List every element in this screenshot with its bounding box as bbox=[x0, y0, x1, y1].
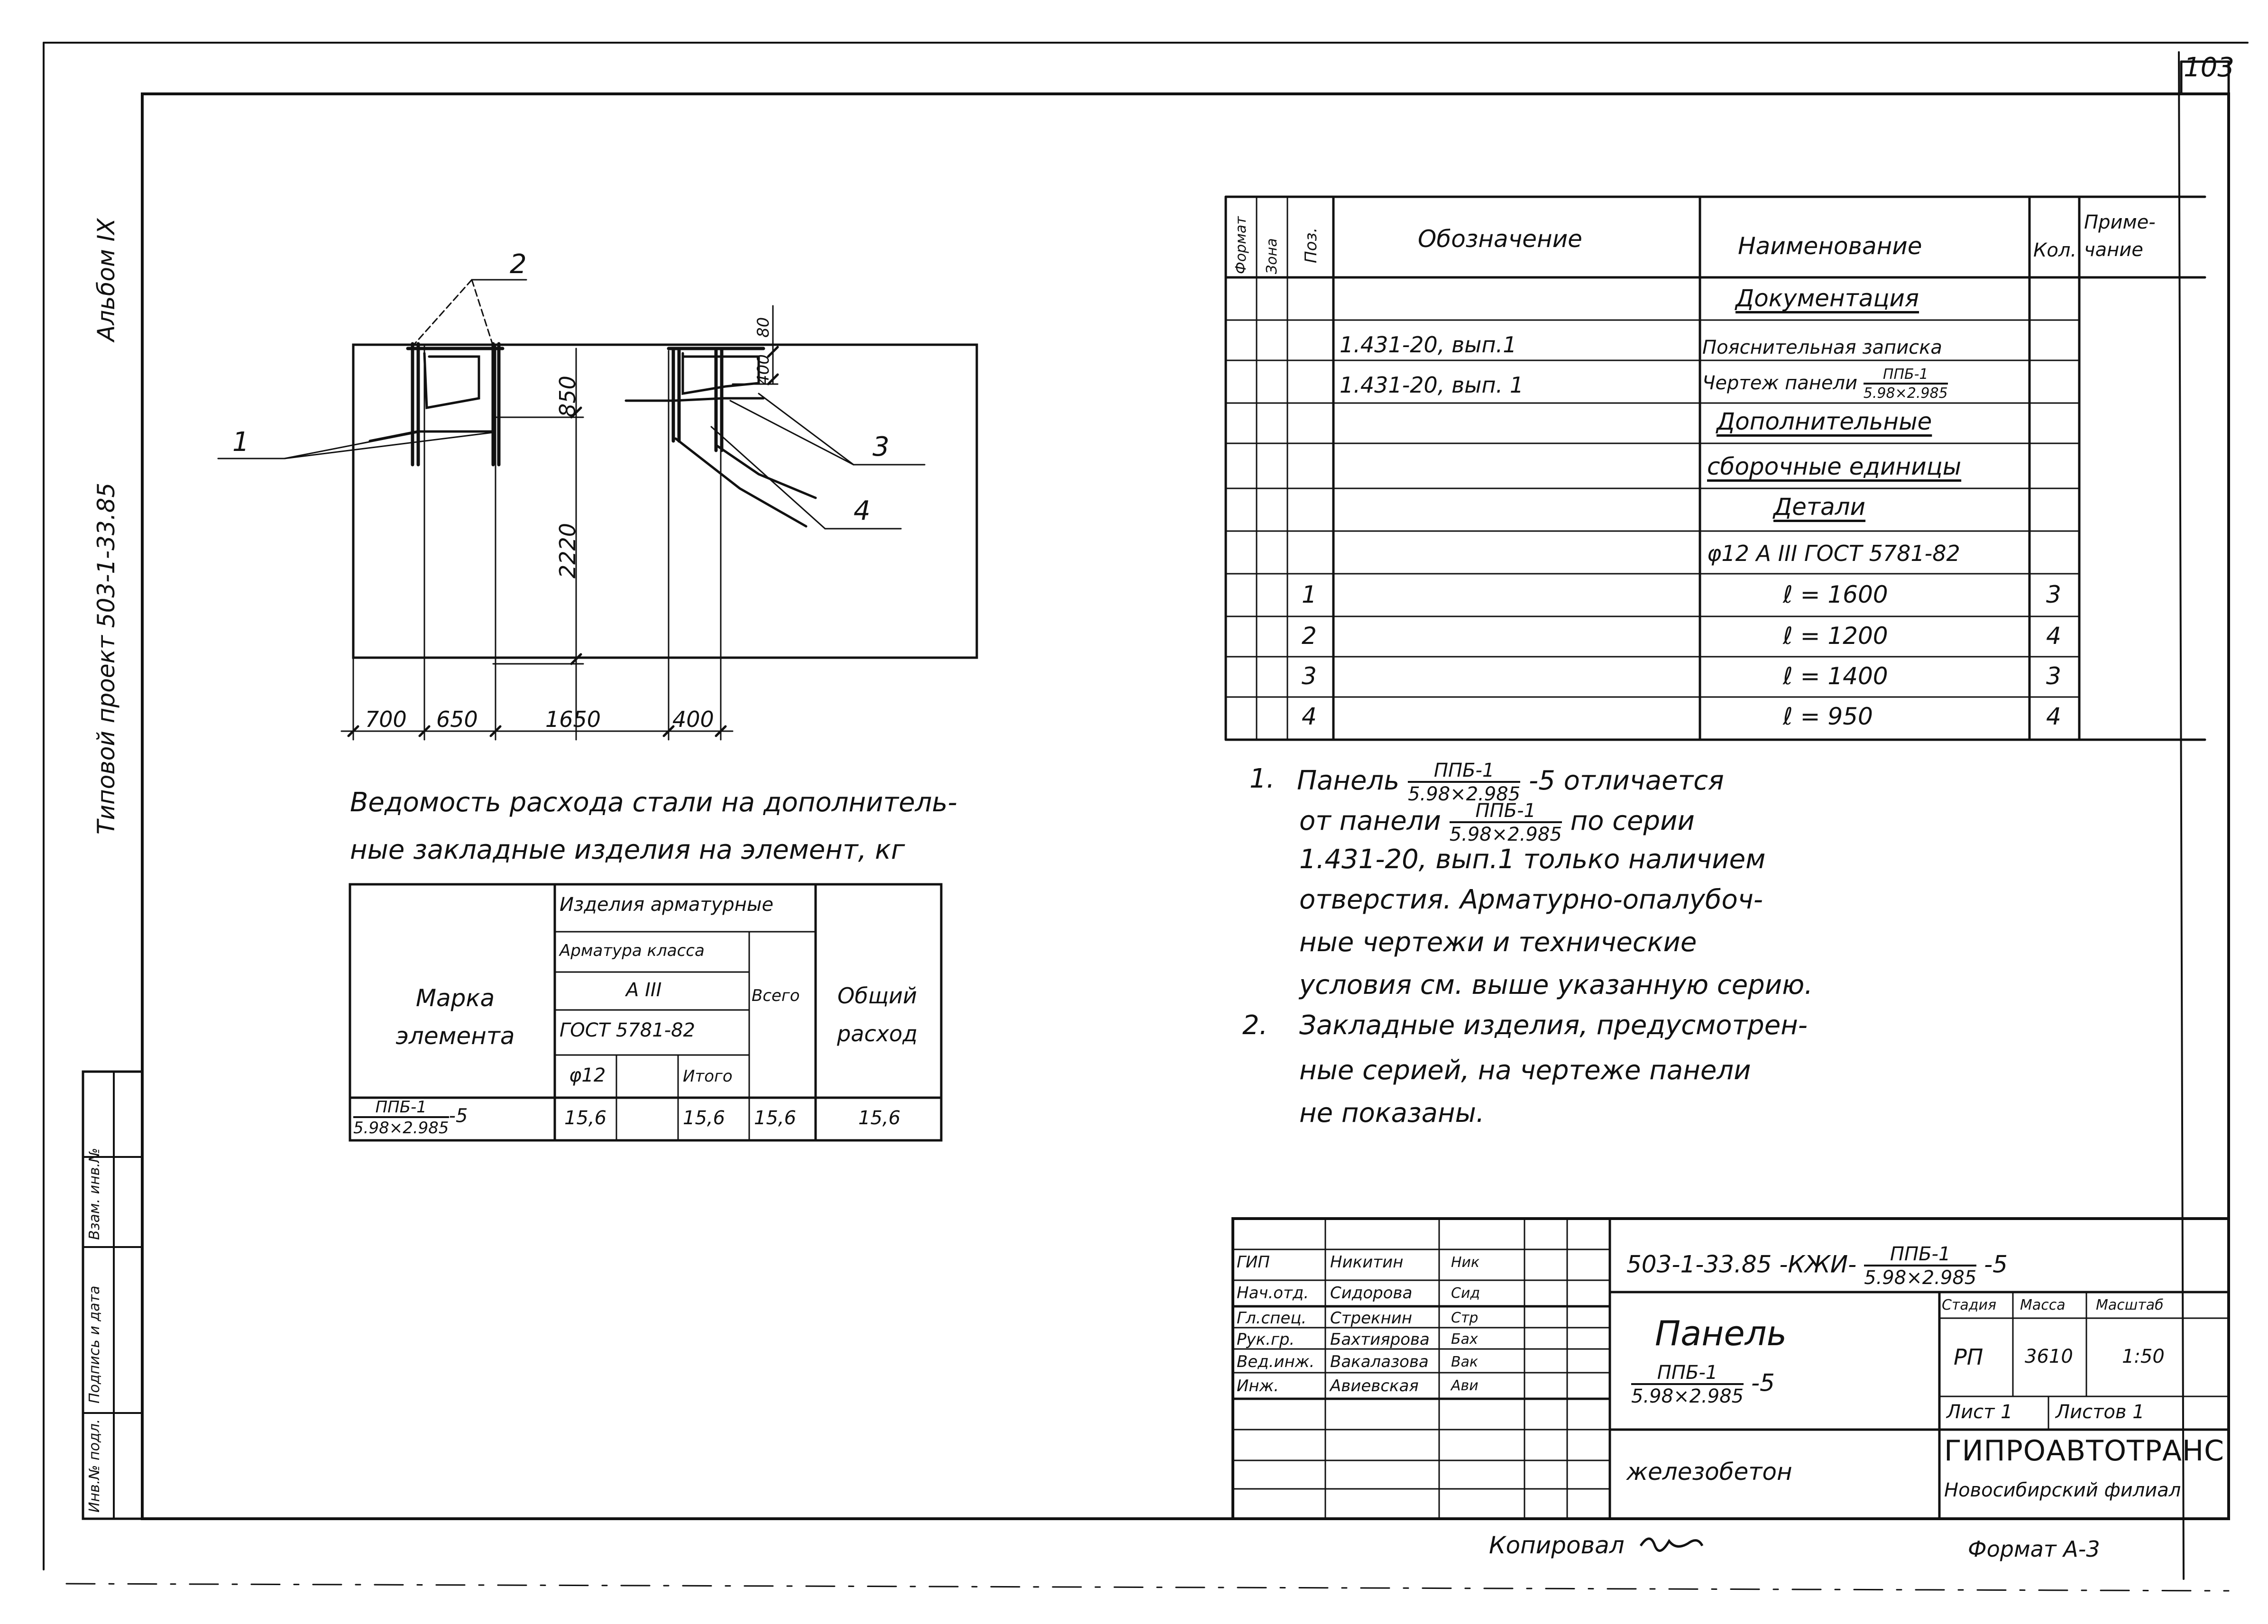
steel-row-mark-fraction: $\frac{\text{ППБ-1}}{5.98\times 2.985}$ bbox=[353, 1098, 449, 1138]
stamp-inv-no: Инв.№ подл. bbox=[86, 1419, 103, 1513]
tb-name-4: Бахтиярова bbox=[1330, 1330, 1430, 1349]
steel-h-common: Общий расход bbox=[837, 983, 918, 1046]
tb-title-fraction: $\frac{\text{ППБ-1}}{5.98\times 2.985}$ bbox=[1631, 1362, 1744, 1407]
tb-sign-5: Вак bbox=[1451, 1354, 1478, 1370]
spec-item2-name: ℓ = 1200 bbox=[1783, 622, 1888, 650]
tb-sign-6: Ави bbox=[1451, 1377, 1478, 1394]
dim-80: 80 bbox=[754, 317, 773, 338]
spec-item3-pos: 3 bbox=[1302, 662, 1317, 690]
tb-title-mark: $\frac{\text{ППБ-1}}{5.98\times 2.985}$ -5 bbox=[1631, 1362, 1775, 1407]
spec-item1-name: ℓ = 1600 bbox=[1783, 581, 1888, 608]
dim-400-vert: 400 bbox=[754, 354, 773, 385]
tb-name-2: Сидорова bbox=[1330, 1284, 1413, 1303]
spec-h-note: Приме-чание bbox=[2084, 211, 2156, 261]
sheet-right-edge bbox=[2179, 52, 2184, 1579]
steel-h-subtotal: Итого bbox=[683, 1067, 733, 1086]
tb-material: железобетон bbox=[1626, 1458, 1792, 1486]
tb-sheet: Лист 1 bbox=[1947, 1401, 2013, 1423]
steel-h-mark: Марка элемента bbox=[395, 984, 515, 1050]
footer-copied: Копировал bbox=[1489, 1532, 1625, 1559]
dim-700: 700 bbox=[365, 706, 407, 732]
panel-outline bbox=[353, 345, 977, 658]
note1-line4: отверстия. Арматурно-опалубоч- bbox=[1299, 884, 1763, 915]
note1-fraction-1: $\frac{\text{ППБ-1}}{5.98\times 2.985}$ bbox=[1408, 760, 1521, 805]
tb-role-6: Инж. bbox=[1237, 1376, 1279, 1395]
steel-title-line1: Ведомость расхода стали на дополнитель- bbox=[350, 787, 957, 818]
tb-name-6: Авиевская bbox=[1330, 1376, 1419, 1395]
steel-h-gost: ГОСТ 5781-82 bbox=[560, 1019, 695, 1041]
note1-fraction-2: $\frac{\text{ППБ-1}}{5.98\times 2.985}$ bbox=[1449, 800, 1562, 845]
footer-format: Формат А-3 bbox=[1968, 1536, 2100, 1562]
note1-line1: Панель $\frac{\text{ППБ-1}}{5.98\times 2.985}$ -5 отличается bbox=[1297, 760, 1724, 805]
stamp-replace-no: Взам. инв.№ bbox=[86, 1147, 103, 1240]
note2-line2: ные серией, на чертеже панели bbox=[1299, 1055, 1751, 1086]
steel-row-mark: $\frac{\text{ППБ-1}}{5.98\times 2.985}$ -5 bbox=[353, 1098, 468, 1138]
note1-line2: от панели $\frac{\text{ППБ-1}}{5.98\times 2.985}$ по серии bbox=[1299, 800, 1695, 845]
leader-1: 1 bbox=[232, 427, 249, 458]
dim-400: 400 bbox=[672, 706, 714, 732]
tb-stage: РП bbox=[1954, 1344, 1983, 1370]
dim-850: 850 bbox=[555, 376, 580, 417]
project-label: Типовой проект 503-1-33.85 bbox=[92, 482, 120, 835]
tb-scale: 1:50 bbox=[2122, 1346, 2165, 1367]
leader-3: 3 bbox=[872, 431, 890, 462]
sheet-number: 103 bbox=[2184, 52, 2234, 83]
note2-number: 2. bbox=[1242, 1010, 1268, 1041]
dim-650: 650 bbox=[436, 706, 478, 732]
sheet-bottom-edge bbox=[66, 1584, 2229, 1591]
spec-section-assy-1: Дополнительные bbox=[1717, 408, 1932, 435]
steel-row-common: 15,6 bbox=[858, 1107, 901, 1129]
stamp-sign-date: Подпись и дата bbox=[86, 1285, 103, 1404]
spec-h-qty: Кол. bbox=[2033, 239, 2077, 261]
tb-title: Панель bbox=[1655, 1313, 1787, 1353]
spec-section-assy-2: сборочные единицы bbox=[1707, 453, 1962, 480]
spec-h-zone: Зона bbox=[1264, 238, 1280, 274]
spec-row2-designation: 1.431-20, вып. 1 bbox=[1340, 372, 1524, 398]
spec-h-format: Формат bbox=[1233, 216, 1249, 274]
tb-role-5: Вед.инж. bbox=[1237, 1352, 1315, 1371]
steel-h-d12: φ12 bbox=[569, 1064, 606, 1086]
spec-steel: φ12 А III ГОСТ 5781-82 bbox=[1707, 541, 1960, 566]
spec-h-pos: Поз. bbox=[1302, 227, 1321, 263]
spec-section-details: Детали bbox=[1773, 493, 1866, 521]
spec-item3-name: ℓ = 1400 bbox=[1783, 662, 1888, 690]
tb-org-sub: Новосибирский филиал bbox=[1944, 1479, 2181, 1501]
spec-h-designation: Обозначение bbox=[1418, 225, 1582, 253]
steel-row-all: 15,6 bbox=[754, 1107, 797, 1129]
spec-item1-qty: 3 bbox=[2046, 581, 2061, 608]
spec-item4-pos: 4 bbox=[1302, 703, 1317, 730]
tb-name-5: Вакалазова bbox=[1330, 1352, 1429, 1371]
spec-row2-name-prefix: Чертеж панели bbox=[1702, 372, 1858, 394]
tb-sign-3: Стр bbox=[1451, 1310, 1478, 1326]
tb-code-fraction: $\frac{\text{ППБ-1}}{5.98\times 2.985}$ bbox=[1864, 1243, 1977, 1289]
tb-role-3: Гл.спец. bbox=[1237, 1309, 1307, 1328]
steel-h-all: Всего bbox=[752, 986, 800, 1005]
spec-item1-pos: 1 bbox=[1302, 581, 1317, 608]
spec-row1-designation: 1.431-20, вып.1 bbox=[1340, 332, 1517, 358]
tb-name-1: Никитин bbox=[1330, 1253, 1404, 1272]
spec-row2-name bbox=[1702, 367, 1948, 401]
note2-line3: не показаны. bbox=[1299, 1098, 1485, 1129]
steel-h-class: Арматура класса bbox=[560, 941, 705, 960]
tb-sign-1: Ник bbox=[1451, 1254, 1480, 1271]
tb-sign-2: Сид bbox=[1451, 1285, 1480, 1302]
spec-section-docs: Документация bbox=[1735, 284, 1919, 312]
steel-h-items: Изделия арматурные bbox=[560, 894, 774, 916]
spec-item2-pos: 2 bbox=[1302, 622, 1317, 650]
tb-role-2: Нач.отд. bbox=[1237, 1284, 1309, 1303]
tb-code: 503-1-33.85 -КЖИ- $\frac{\text{ППБ-1}}{5.98\times 2.985}$ -5 bbox=[1626, 1243, 2008, 1289]
spec-item2-qty: 4 bbox=[2046, 622, 2061, 650]
tb-sign-4: Бах bbox=[1451, 1331, 1478, 1348]
tb-scale-label: Масштаб bbox=[2096, 1297, 2164, 1313]
steel-row-subtotal: 15,6 bbox=[683, 1107, 725, 1129]
tb-role-1: ГИП bbox=[1237, 1253, 1270, 1272]
spec-h-name: Наименование bbox=[1738, 232, 1922, 260]
tb-sheets: Листов 1 bbox=[2056, 1401, 2145, 1423]
dim-1650: 1650 bbox=[545, 706, 601, 732]
tb-name-3: Стрекнин bbox=[1330, 1309, 1413, 1328]
tb-org: ГИПРОАВТОТРАНС bbox=[1944, 1434, 2224, 1468]
tb-role-4: Рук.гр. bbox=[1237, 1330, 1295, 1349]
note1-line3: 1.431-20, вып.1 только наличием bbox=[1299, 844, 1766, 875]
note2-line1: Закладные изделия, предусмотрен- bbox=[1299, 1010, 1808, 1041]
spec-item3-qty: 3 bbox=[2046, 662, 2061, 690]
spec-row1-name: Пояснительная записка bbox=[1702, 337, 1942, 358]
tb-stage-label: Стадия bbox=[1942, 1297, 1997, 1313]
tb-mass: 3610 bbox=[2025, 1346, 2073, 1367]
note1-line6: условия см. выше указанную серию. bbox=[1299, 970, 1813, 1000]
steel-row-d12: 15,6 bbox=[564, 1107, 607, 1129]
spec-item4-qty: 4 bbox=[2046, 703, 2061, 730]
steel-h-a3: А III bbox=[626, 979, 662, 1001]
album-label: Альбом IX bbox=[92, 218, 120, 341]
leader-4: 4 bbox=[854, 495, 871, 526]
dim-2220: 2220 bbox=[555, 523, 580, 578]
steel-title-line2: ные закладные изделия на элемент, кг bbox=[350, 835, 905, 865]
spec-row2-fraction: $\frac{\text{ППБ-1}}{5.98\times 2.985}$ bbox=[1863, 366, 1948, 402]
spec-item4-name: ℓ = 950 bbox=[1783, 703, 1873, 730]
note1-line5: ные чертежи и технические bbox=[1299, 927, 1697, 958]
note1-number: 1. bbox=[1249, 763, 1275, 794]
leader-2: 2 bbox=[510, 249, 527, 280]
tb-mass-label: Масса bbox=[2020, 1297, 2066, 1313]
